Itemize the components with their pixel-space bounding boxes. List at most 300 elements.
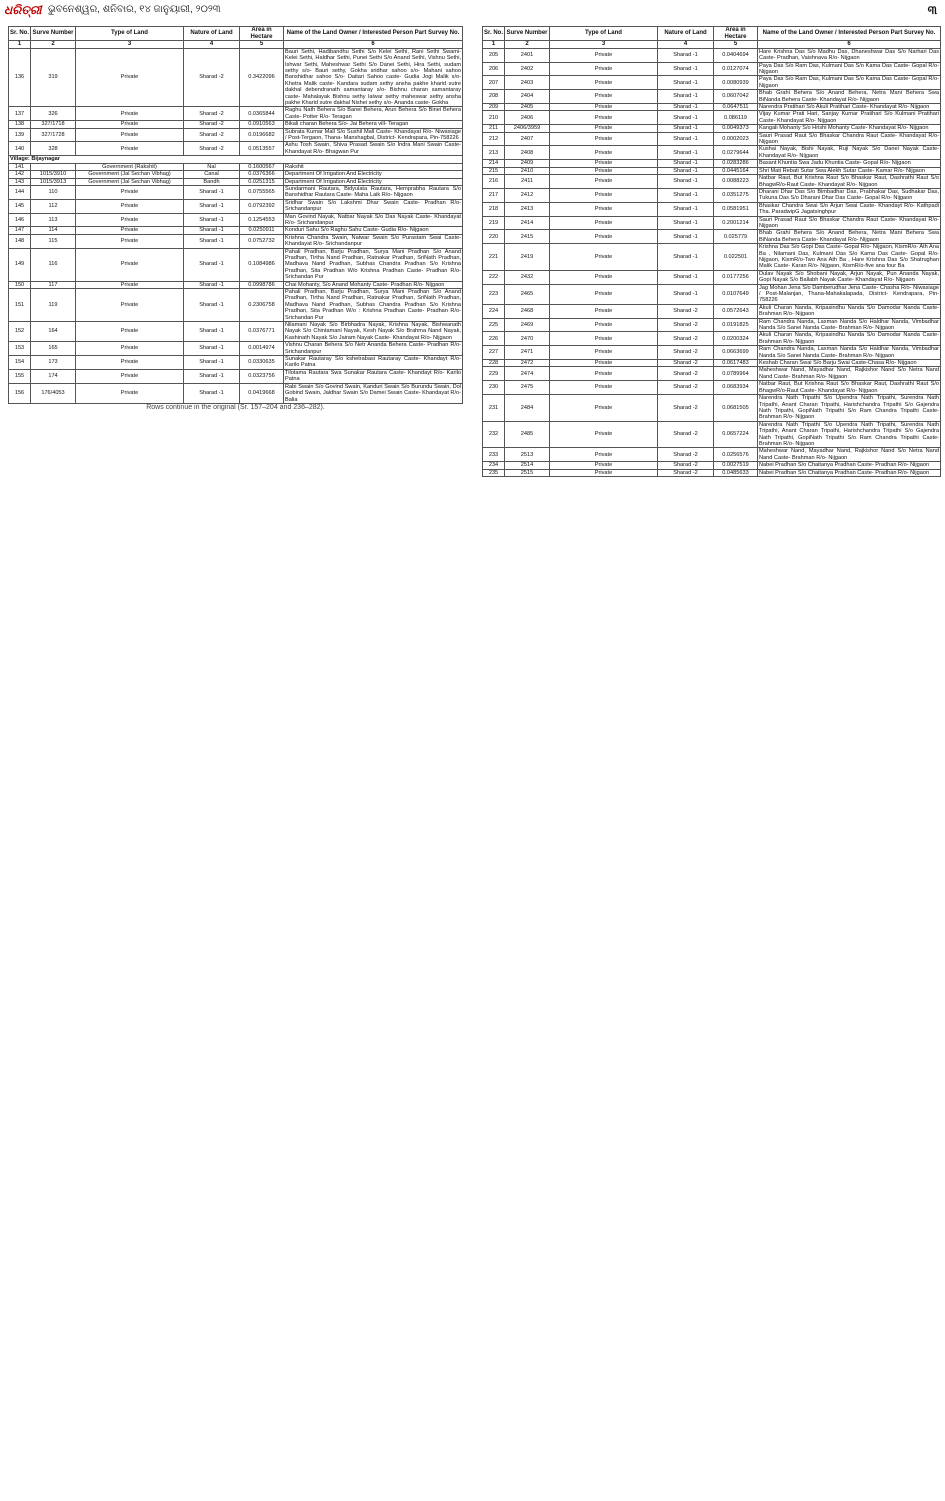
owner-cell: Bhaskar Chandra Swai S/o Arjun Swai Caste- Khandayt R/o- Kathpadi Tha. ParadwipG Jagatsinghpur [759,202,939,216]
nature-cell: Sharad -1 [658,62,714,76]
area-cell: 0.0663699 [714,346,758,360]
survey-cell: 2432 [505,270,550,284]
sr-cell: 145 [9,199,31,213]
sr-cell: 206 [483,62,505,76]
area-cell: 0.0513557 [240,142,284,156]
owner-cell: Basant Khuntia Swa Jadu Khuntia Caste- Gopal R/o- Nijgaon [758,160,941,167]
table-row [9,185,463,199]
table-row [9,342,463,356]
survey-cell: 2470 [505,332,550,346]
owner-cell: Narendra Pratihari S/o Akuli Pratihari Caste- Khandayat R/o- Nijgaon [758,104,941,111]
type-cell: Private [76,248,184,281]
survey-cell: 2410 [505,167,550,174]
table-row [9,369,463,383]
sr-cell: 149 [9,248,31,281]
type-cell: Private [76,356,184,370]
nature-cell: Sharad -1 [184,199,240,213]
survey-cell: 110 [31,185,76,199]
table-row [9,142,463,156]
owner-cell: Bhab Grahi Behera S/o Anand Behera, Netra Mani Behera Swa BiNanda Behera Caste- Khandayat R/o- Nijgaon [759,230,939,243]
type-cell: Private [550,462,658,469]
col-owner: Name of the Land Owner / Interested Person Part Survey No. [284,27,463,41]
sr-cell: 151 [9,289,31,322]
nature-cell: Sharad -1 [658,104,714,111]
survey-cell: 2469 [505,318,550,332]
area-cell: 0.0200324 [714,332,758,346]
survey-cell [31,163,76,170]
area-cell: 0.0279644 [714,146,758,160]
col-num: 3 [76,41,184,49]
sr-cell: 155 [9,369,31,383]
table-row [483,346,941,360]
survey-cell: 2485 [505,421,550,448]
col-area: Area in Hectare [714,27,758,41]
area-cell: 0.0376771 [240,322,284,342]
table-row [483,421,941,448]
owner-cell: Keshab Charan Swai S/o Barju Swai Caste-Chasa R/o- Nijgaon [758,360,941,367]
nature-cell: Sharad -1 [658,270,714,284]
sr-cell: 231 [483,395,505,422]
owner-cell: Akuli Charan Nanda, Kripasindhu Nanda S/o Damodar Nanda Caste- Brahman R/o- Nijgaon [759,304,939,318]
table-row [483,360,941,367]
survey-cell: 165 [31,342,76,356]
survey-cell: 112 [31,199,76,213]
nature-cell: Sharad -2 [658,448,714,462]
table-row [9,128,463,142]
area-cell: 0.0088223 [714,175,758,189]
owner-cell: Subrata Kumar Mall S/o Sushil Mall Caste- Khandayat R/o- Niwasiage / Post-Tergaon, Thana- Manshagbal, District- Kendrapara, Pin-758226 [285,128,461,142]
type-cell: Private [550,448,658,462]
land-table-right [482,26,941,477]
owner-cell: Shri Mati Rebati Sutar Swa Alekh Sutar Caste- Kamar R/o- Nijgaon [758,167,941,174]
survey-cell: 2515 [505,469,550,476]
nature-cell: Sharad -1 [184,322,240,342]
owner-cell: Jag Mohan Jena S/o Damberudhar Jena Caste- Chasha R/o- Niwasiage / Post-Malanjan, Thana-Mahakalapada, District- Kendrapara, Pin-758226 [759,284,939,304]
type-cell: Private [550,395,658,422]
type-cell: Private [550,188,658,202]
owner-cell: Tilotama Rautara Swa Sunakar Rautara Caste- Khandayt R/o- Karilo Patna [285,369,461,383]
nature-cell: Sharad -2 [658,421,714,448]
continuation-note: Rows continue in the original (Sr. 157–204 and 236–282). [146,403,325,411]
area-cell: 0.1254553 [240,213,284,227]
survey-cell: 2409 [505,160,550,167]
type-cell: Private [550,90,658,104]
owner-cell: Bauri Sethi, Hadibandhu Sethi S/o Kelei Sethi, Rani Sethi Swami- Kelei Sethi, Haldhar Sethi, Punei Sethi S/o Anand Sethi, Vishnu Sethi, Ishwar Sethi, Maheshwar Sethi S/o Danei Sethi, Hira Sethi, sudam sethy s/o- Bauri sethy, Gokha sridhar sahoo s/o- Mahani sahoo Banshidhar sahoo S/o- Daitari Sahoo caste- Gudia Jogi Malik s/o- Khetra Malik caste- Kandara sudam sethy ansha pakhe kharid sutre dakhal debendranath samantaray s/o- Bishnu charan samantaray caste- Mahalayak Bishnu sethy lalwar sethy maheswar sethy ansha pakhe Kharid sutre dakhal Nishei sethy s/o- Ananda caste- Gokha [285,48,461,107]
owner-cell: Ashu Tosh Swain, Shiva Prasad Swain S/o Indra Mani Swain Caste- Khandayat R/o- Bhagwan Pur [285,142,461,155]
survey-cell: 116 [31,248,76,281]
area-cell: 0.0755565 [240,185,284,199]
col-type: Type of Land [550,27,658,41]
table-row [9,48,463,107]
sr-cell: 220 [483,230,505,244]
area-cell: 0.0251315 [240,178,284,185]
sr-cell: 228 [483,360,505,367]
area-cell: 0.3422096 [240,48,284,107]
sr-cell: 141 [9,163,31,170]
type-cell: Private [76,281,184,288]
area-cell: 0.0127074 [714,62,758,76]
table-row [483,244,941,271]
table-row [9,121,463,128]
area-cell: 0.022501 [714,244,758,271]
sr-cell: 223 [483,284,505,304]
sr-cell: 136 [9,48,31,107]
nature-cell: Sharad -1 [184,281,240,288]
survey-cell: 176/4053 [31,383,76,403]
type-cell: Private [76,185,184,199]
sr-cell: 209 [483,104,505,111]
col-owner: Name of the Land Owner / Interested Person Part Survey No. [758,27,941,41]
owner-cell: Natbar Raut, But Krishna Raut S/o Bhaskar Raut, Dashrathi Raut S/o BhagwR/o-Raut Caste- Khandayat R/o- Nijgaon [759,175,939,188]
land-table-left [8,26,463,404]
sr-cell: 154 [9,356,31,370]
col-area: Area in Hectare [240,27,284,41]
owner-cell: Vijay Kumar Prati Hari, Sanjay Kumar Pratihari S/o Kulmani Pratihari Caste- Khandayat R/o- Nijgaon [759,111,939,124]
area-cell: 0.0027519 [714,462,758,469]
survey-cell: 117 [31,281,76,288]
type-cell: Government (Jal Sechan Vibhag) [76,178,184,185]
owner-cell: Maheshwar Nand, Mayadhar Nand, Rajkishor Nand S/o Netra Nand Nand Caste- Brahman R/o- Nijgaon [759,448,939,461]
owner-cell: Department Of Irrigation And Electricity [284,171,463,178]
nature-cell: Sharad -1 [658,244,714,271]
nature-cell: Sharad -2 [658,462,714,469]
type-cell: Private [76,369,184,383]
table-row [483,216,941,230]
survey-cell: 2411 [505,175,550,189]
survey-cell: 2406 [505,111,550,125]
owner-cell: Akuli Charan Nanda, Kripasindhu Nanda S/o Damodar Nanda Caste- Brahman R/o- Nijgaon [759,332,939,345]
sr-cell: 222 [483,270,505,284]
type-cell: Private [550,175,658,189]
area-cell: 0.0445164 [714,167,758,174]
area-cell: 0.1600567 [240,163,284,170]
sr-cell: 232 [483,421,505,448]
nature-cell: Sharad -2 [658,469,714,476]
type-cell: Private [550,304,658,318]
village-row [9,156,463,163]
owner-cell: Ram Chandra Nanda, Laxman Nanda S/o Haldhar Nanda, Vimbadhar Nanda S/o Sanei Nanda Caste- Brahman R/o- Nijgaon [759,346,939,359]
sr-cell: 235 [483,469,505,476]
table-row [483,48,941,62]
nature-cell: Sharad -1 [658,48,714,62]
area-cell: 0.0681505 [714,395,758,422]
sr-cell: 216 [483,175,505,189]
table-row [9,213,463,227]
nature-cell: Sharad -1 [658,146,714,160]
table-row [9,178,463,185]
survey-cell: 2471 [505,346,550,360]
area-cell: 0.0998786 [240,281,284,288]
owner-cell: Sridhar Swain S/o Lakshmi Dhar Swain Caste- Pradhan R/o- Srichandanpur [285,199,461,213]
survey-cell: 2406/3959 [505,125,550,132]
type-cell: Private [550,167,658,174]
nature-cell: Sharad -2 [658,367,714,381]
table-row [483,146,941,160]
survey-cell: 1015/3913 [31,178,76,185]
col-survey: Surve Number [505,27,550,41]
sr-cell: 213 [483,146,505,160]
nature-cell: Sharad -2 [658,381,714,395]
survey-cell: 2484 [505,395,550,422]
survey-cell: 173 [31,356,76,370]
type-cell: Private [550,346,658,360]
nature-cell: Sharad -2 [658,304,714,318]
survey-cell: 327/1718 [31,121,76,128]
owner-cell: Konduri Sahu S/o Raghu Sahu Caste- Gudia R/o- Nijgaon [284,227,463,234]
page-number: ୩ [927,3,937,17]
table-row [483,125,941,132]
type-cell: Private [550,104,658,111]
table-row [483,304,941,318]
survey-cell: 2413 [505,202,550,216]
sr-cell: 146 [9,213,31,227]
area-cell: 0.086119 [714,111,758,125]
type-cell: Private [550,318,658,332]
col-nature: Nature of Land [658,27,714,41]
owner-cell: Man Govind Nayak, Natbar Nayak S/o Das Nayak Caste- Khandayat R/o- Srichandanpur [285,213,461,226]
col-sr: Sr. No. [9,27,31,41]
survey-cell: 1015/3910 [31,171,76,178]
owner-cell: Dharani Dhar Das S/o Bimbadhar Das, Prabhakar Das, Sudhakar Das, Tukuna Das S/o Dharani Dhar Das Caste- Gopal R/o- Nijgaon [759,188,939,202]
survey-cell: 2472 [505,360,550,367]
type-cell: Private [76,289,184,322]
sr-cell: 207 [483,76,505,90]
table-row [9,289,463,322]
owner-cell: Krishna Chandra Swain, Natwar Swain S/o Purastam Swai Caste- Khandayat R/o- Srichandanpur [285,234,461,248]
owner-cell: Raghu Nath Behera S/o Banei Behera, Arun Behera S/o Binei Behera Caste- Potter R/o- Teragan [285,107,461,120]
type-cell: Private [76,342,184,356]
nature-cell: Sharad -1 [658,175,714,189]
table-row [483,175,941,189]
area-cell: 0.0256576 [714,448,758,462]
sr-cell: 153 [9,342,31,356]
col-type: Type of Land [76,27,184,41]
area-cell: 0.0002023 [714,132,758,146]
dateline: ଭୁବନେଶ୍ୱର, ଶନିବାର, ୧୪ ଜାନୁୟାରୀ, ୨୦୨୩ [48,4,221,15]
table-row [9,281,463,288]
area-cell: 0.0177256 [714,270,758,284]
owner-cell: Nilamani Nayak S/o Birbhadra Nayak, Krishna Nayak, Bishwanath Nayak S/o Chintamani Nayak, Kesh Nayak S/o Brahma Nand Nayak, Kashinath Nayak S/o Jairam Nayak Caste- Khandayat R/o- Nijgaon [285,322,461,341]
type-cell: Private [550,284,658,304]
table-row [483,132,941,146]
survey-cell: 2468 [505,304,550,318]
owner-cell: Chai Mohanty, S/o Anand Mohanty Caste- Pradhan R/o- Nijgaon [284,281,463,288]
sr-cell: 224 [483,304,505,318]
area-cell: 0.0404694 [714,48,758,62]
owner-cell: Hare Krishna Das S/o Madhu Das, Dhaneshwar Das S/o Narhari Das Caste- Pradhan, Vaishnava R/o- Nijgaon [759,48,939,62]
col-num: 5 [714,41,758,49]
owner-cell: Dulav Nayak S/o Shobani Nayak, Arjun Nayak, Pun Ananda Nayak, Gopi Nayak S/o Ballabh Nayak Caste- Khandayat R/o- Nijgaon [759,270,939,284]
owner-cell: Paya Das S/o Ram Das, Kulmani Das S/o Kama Das Caste- Gopal R/o- Nijgaon [759,62,939,75]
area-cell: 0.0657224 [714,421,758,448]
table-row [9,356,463,370]
sr-cell: 217 [483,188,505,202]
survey-cell: 2415 [505,230,550,244]
owner-cell: Ram Chandra Nanda, Laxman Nanda S/o Haldhar Nanda, Vimbadhar Nanda S/o Sanei Nanda Caste- Brahman R/o- Nijgaon [759,318,939,332]
table-row [9,248,463,281]
sr-cell: 152 [9,322,31,342]
owner-cell: Rabi Swain S/o Govind Swain, Kanduri Swain S/o Burundu Swain, Dol Gobind Swain, Jaldhar Swain S/o Damei Swain Caste- Khandayat R/o- Balia [285,383,461,403]
survey-cell: 2513 [505,448,550,462]
nature-cell: Sharad -1 [658,160,714,167]
table-row [483,332,941,346]
area-cell: 0.0910563 [240,121,284,128]
nature-cell: Sharad -2 [184,107,240,121]
col-num: 6 [758,41,941,49]
owner-cell: Narendra Nath Tripathi S/o Upendra Nath Tripathi, Surendra Nath Tripathi, Anant Charan Tripathi, Harishchandra Tripathi S/o Gajendra Nath Tripathi, GopiNath Tripathi S/o Ram Chandra Tripathi Caste- Brahman R/o- Nijgaon [759,421,939,447]
type-cell: Private [550,202,658,216]
nature-cell: Sharad -1 [184,342,240,356]
table-row [9,163,463,170]
nature-cell: Sharad -1 [184,356,240,370]
type-cell: Private [550,421,658,448]
type-cell: Private [76,227,184,234]
table-header-row [483,27,941,41]
sr-cell: 148 [9,234,31,248]
left-column [8,26,463,414]
area-cell: 0.0617483 [714,360,758,367]
survey-cell: 2404 [505,90,550,104]
type-cell: Government (Jal Sechan Vibhag) [76,171,184,178]
col-num: 5 [240,41,284,49]
owner-cell: Rakshit [284,163,463,170]
table-row [9,322,463,342]
area-cell: 0.0647511 [714,104,758,111]
type-cell: Private [550,244,658,271]
nature-cell: Sharad -1 [184,227,240,234]
owner-cell: Paya Das S/o Ram Das, Kulmani Das S/o Kama Das Caste- Gopal R/o- Nijgaon [759,76,939,89]
sr-cell: 139 [9,128,31,142]
nature-cell: Sharad -1 [658,76,714,90]
survey-cell: 2414 [505,216,550,230]
owner-cell: Krishna Das S/o Gopi Das Caste- Gopal R/o- Nijgaon, KismR/o- Ath Ana Ba , Nilamani Das, Kulmani Das S/o Kama Das Caste- Gopal R/o- Nijgaon, KismR/o-Two Ana Ath Ba , Hare Krishna Das S/o Shatrughan Malik Caste- Karan R/o- Nijgaon, KismR/o-five ana four Ba [759,244,939,270]
survey-cell: 2514 [505,462,550,469]
type-cell: Private [76,121,184,128]
nature-cell: Sharad -1 [658,167,714,174]
table-row [483,318,941,332]
sr-cell: 218 [483,202,505,216]
owner-cell: Sundarmani Rautara, Bidyulata Rautara, Hemprabha Rautara S/o Banshidhar Rautara Caste- Maha Laik R/o- Nijgaon [285,185,461,199]
col-num: 1 [9,41,31,49]
owner-cell: Pahali Pradhan, Barju Pradhan, Surya Mani Pradhan S/o Anand Pradhan, Tirtha Nand Pradhan, Ratnakar Pradhan, SriNath Pradhan, Madhava Nand Pradhan, Subhas Chandra Pradhan S/o Krishna Pradhan, Sita Pradhan W/o : Krishna Pradhan Caste- Pradhan R/o- Srichandan Pur [285,289,461,321]
sr-cell: 208 [483,90,505,104]
table-row [483,270,941,284]
nature-cell: Sharad -1 [184,234,240,248]
table-row [483,381,941,395]
type-cell: Private [76,107,184,121]
type-cell: Private [550,360,658,367]
survey-cell: 113 [31,213,76,227]
nature-cell: Sharad -2 [184,142,240,156]
type-cell: Private [76,142,184,156]
area-cell: 0.0107649 [714,284,758,304]
sr-cell: 215 [483,167,505,174]
col-num: 3 [550,41,658,49]
area-cell: 0.0683934 [714,381,758,395]
table-row [483,469,941,476]
owner-cell: Kushai Nayak, Bishi Nayak, Ruji Nayak S/o Danei Nayak Caste- Khandayat R/o- Nijgaon [759,146,939,159]
sr-cell: 147 [9,227,31,234]
survey-cell: 115 [31,234,76,248]
nature-cell: Sharad -1 [184,369,240,383]
type-cell: Private [550,125,658,132]
owner-cell: Nabei Pradhan S/o Chaitanya Pradhan Caste- Pradhan R/o- Nijgaon [758,462,941,469]
table-row [9,171,463,178]
owner-cell: Sauri Prasad Raut S/o Bhaskar Chandra Raut Caste- Khandayat R/o- Nijgaon [759,216,939,229]
type-cell: Private [550,160,658,167]
col-num: 6 [284,41,463,49]
owner-cell: Nabei Pradhan S/o Chaitanya Pradhan Caste- Pradhan R/o- Nijgaon [758,469,941,476]
area-cell: 0.0351275 [714,188,758,202]
area-cell: 0.025779 [714,230,758,244]
type-cell: Private [76,234,184,248]
survey-cell: 2403 [505,76,550,90]
area-cell: 0.0014974 [240,342,284,356]
type-cell: Private [550,76,658,90]
survey-cell: 2465 [505,284,550,304]
table-row [483,448,941,462]
nature-cell: Sharad -1 [184,185,240,199]
right-column [482,26,941,477]
sr-cell: 230 [483,381,505,395]
nature-cell: Sharad -1 [658,111,714,125]
nature-cell: Sharad -1 [658,125,714,132]
survey-cell: 2475 [505,381,550,395]
sr-cell: 219 [483,216,505,230]
survey-cell: 2407 [505,132,550,146]
sr-cell: 144 [9,185,31,199]
type-cell: Private [550,146,658,160]
area-cell: 0.1084986 [240,248,284,281]
owner-cell: Pahali Pradhan, Barju Pradhan, Surya Mani Pradhan S/o Anand Pradhan, Tirtha Nand Pradhan, Ratnakar Pradhan, SriNath Pradhan, Madhava Nand Pradhan, Subhas Chandra Pradhan S/o Krishna Pradhan, Sita Pradhan W/o Krishna Pradhan Caste- Pradhan R/o- Srichandan Pur [285,248,461,281]
owner-cell: Department Of Irrigation And Electricity [284,178,463,185]
table-header-row [9,27,463,41]
area-cell: 0.0607042 [714,90,758,104]
type-cell: Private [76,48,184,107]
type-cell: Private [76,128,184,142]
area-cell: 0.0365844 [240,107,284,121]
sr-cell: 234 [483,462,505,469]
area-cell: 0.0376366 [240,171,284,178]
table-row [483,160,941,167]
table-row [483,367,941,381]
owner-cell: Kangali Mohanty S/o Hrishi Mohanty Caste- Khandayat R/o- Nijgaon [758,125,941,132]
sr-cell: 221 [483,244,505,271]
type-cell: Private [550,132,658,146]
type-cell: Private [76,383,184,403]
nature-cell: Sharad -2 [184,121,240,128]
col-num: 4 [184,41,240,49]
area-cell: 0.0419668 [240,383,284,403]
col-num: 1 [483,41,505,49]
area-cell: 0.0191825 [714,318,758,332]
area-cell: 0.0485633 [714,469,758,476]
nature-cell: Sharad -1 [658,230,714,244]
newspaper-masthead: ଧରିତ୍ରୀ [4,3,42,17]
nature-cell: Sharad -1 [184,289,240,322]
table-row [9,383,463,403]
nature-cell: Sharad -2 [658,360,714,367]
nature-cell: Sharad -1 [658,188,714,202]
survey-cell: 2412 [505,188,550,202]
survey-cell: 2419 [505,244,550,271]
sr-cell: 226 [483,332,505,346]
nature-cell: Bandh [184,178,240,185]
area-cell: 0.2306758 [240,289,284,322]
sr-cell: 210 [483,111,505,125]
table-row [483,62,941,76]
owner-cell: Narendra Nath Tripathi S/o Upendra Nath Tripathi, Surendra Nath Tripathi, Anant Charan Tripathi, Harishchandra Tripathi S/o Gajendra Nath Tripathi, GopiNath Tripathi S/o Ram Chandra Tripathi Caste- Brahman R/o- Nijgaon [759,395,939,421]
